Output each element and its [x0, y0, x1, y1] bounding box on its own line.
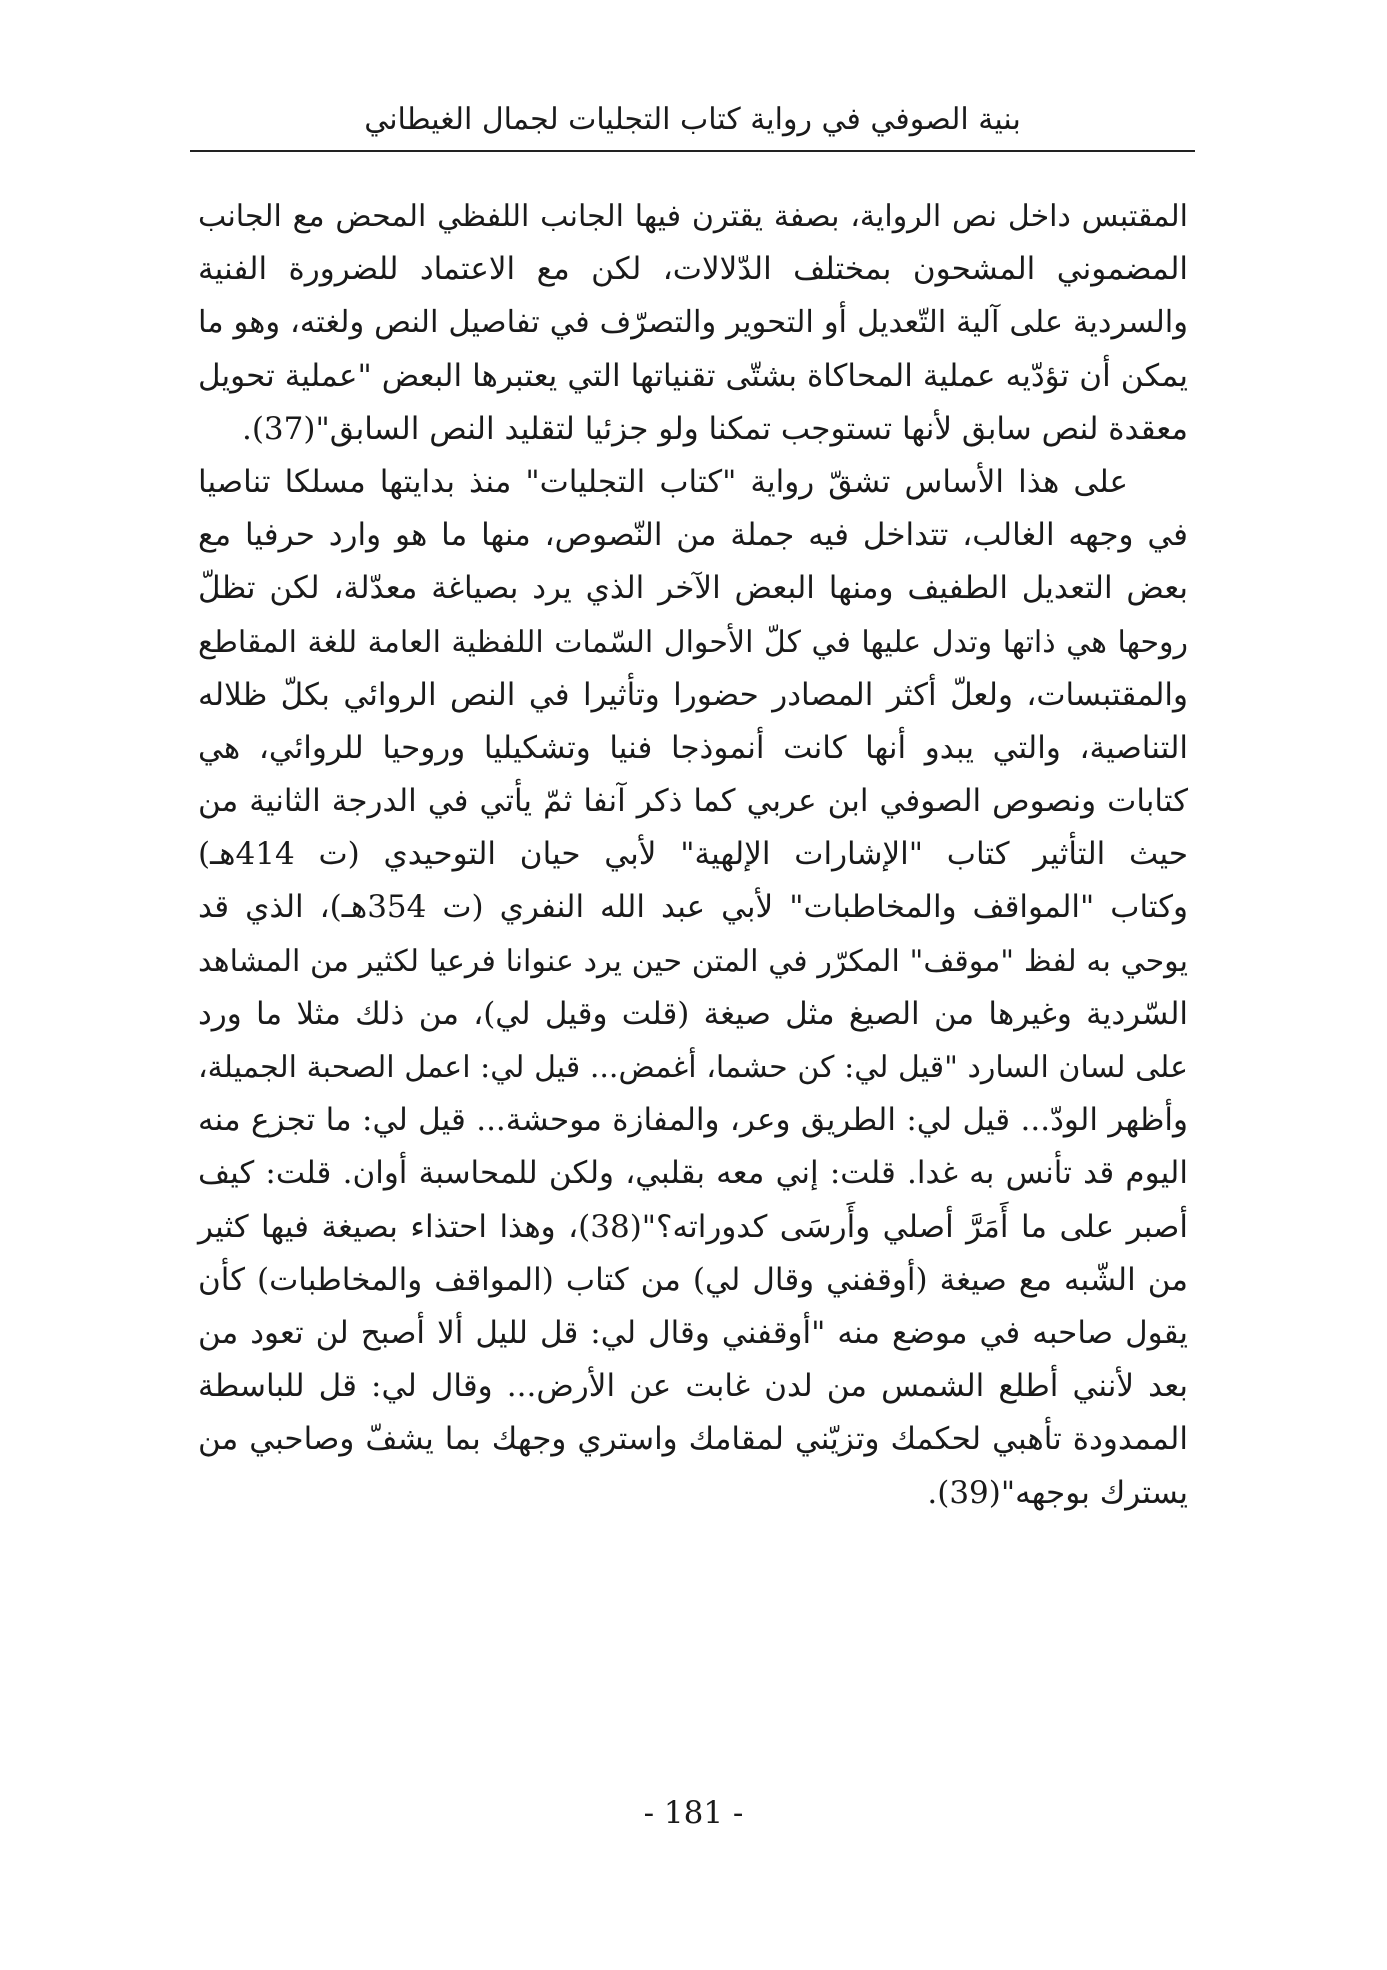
text-line: التناصية، والتي يبدو أنها كانت أنموذجا فنيا وتشكيليا وروحيا للروائي، هي: [198, 729, 1188, 766]
text-line: بعد لأنني أطلع الشمس من لدن غابت عن الأرض... وقال لي: قل للباسطة: [198, 1368, 1188, 1405]
text-line: السّردية وغيرها من الصيغ مثل صيغة (قلت وقيل لي)، من ذلك مثلا ما ورد: [198, 995, 1188, 1032]
text-line: المضموني المشحون بمختلف الدّلالات، لكن مع الاعتماد للضرورة الفنية: [198, 251, 1188, 288]
text-line: يمكن أن تؤدّيه عملية المحاكاة بشتّى تقنياتها التي يعتبرها البعض "عملية تحويل: [198, 357, 1188, 394]
text-line: والسردية على آلية التّعديل أو التحوير والتصرّف في تفاصيل النص ولغته، وهو ما: [198, 305, 1188, 341]
text-line: حيث التأثير كتاب "الإشارات الإلهية" لأبي حيان التوحيدي (ت 414هـ): [198, 836, 1188, 873]
text-line: يقول صاحبه في موضع منه "أوقفني وقال لي: قل لليل ألا أصبح لن تعود من: [198, 1314, 1188, 1351]
text-line: على لسان السارد "قيل لي: كن حشما، أغمض... قيل لي: اعمل الصحبة الجميلة،: [198, 1050, 1188, 1085]
text-line: على هذا الأساس تشقّ رواية "كتاب التجليات" منذ بدايتها مسلكا تناصيا: [198, 463, 1128, 500]
text-line: وأظهر الودّ... قيل لي: الطريق وعر، والمفازة موحشة... قيل لي: ما تجزع منه: [198, 1102, 1188, 1139]
text-line: المقتبس داخل نص الرواية، بصفة يقترن فيها الجانب اللفظي المحض مع الجانب: [198, 199, 1188, 234]
text-line: في وجهه الغالب، تتداخل فيه جملة من النّصوص، منها ما هو وارد حرفيا مع: [198, 517, 1188, 554]
text-line: الممدودة تأهبي لحكمك وتزيّني لمقامك واستري وجهك بما يشفّ وصاحبي من: [198, 1421, 1188, 1458]
running-header: بنية الصوفي في رواية كتاب التجليات لجمال الغيطاني: [364, 102, 1021, 137]
text-line: اليوم قد تأنس به غدا. قلت: إني معه بقلبي، ولكن للمحاسبة أوان. قلت: كيف: [198, 1155, 1188, 1192]
text-line: وكتاب "المواقف والمخاطبات" لأبي عبد الله النفري (ت 354هـ)، الذي قد: [198, 889, 1188, 926]
text-line: روحها هي ذاتها وتدل عليها في كلّ الأحوال السّمات اللفظية العامة للغة المقاطع: [198, 624, 1188, 660]
text-line: بعض التعديل الطفيف ومنها البعض الآخر الذي يرد بصياغة معدّلة، لكن تظلّ: [198, 570, 1188, 607]
body-text: [198, 190, 1188, 1520]
text-line: يوحي به لفظ "موقف" المكرّر في المتن حين يرد عنوانا فرعيا لكثير من المشاهد: [198, 943, 1188, 979]
text-line: من الشّبه مع صيغة (أوقفني وقال لي) من كتاب (المواقف والمخاطبات) كأن: [198, 1261, 1188, 1298]
text-line: كتابات ونصوص الصوفي ابن عربي كما ذكر آنفا ثمّ يأتي في الدرجة الثانية من: [198, 783, 1188, 820]
text-line: أصبر على ما أَمَرَّ أصلي وأَرسَى كدوراته؟"(38)، وهذا احتذاء بصيغة فيها كثير: [198, 1208, 1188, 1245]
text-line: معقدة لنص سابق لأنها تستوجب تمكنا ولو جزئيا لتقليد النص السابق"(37).: [241, 410, 1188, 447]
text-line: والمقتبسات، ولعلّ أكثر المصادر حضورا وتأثيرا في النص الروائي بكلّ ظلاله: [198, 676, 1188, 713]
page-number: - 181 -: [643, 1795, 744, 1831]
header-rule: [190, 150, 1195, 152]
text-line: يسترك بوجهه"(39).: [927, 1474, 1188, 1511]
